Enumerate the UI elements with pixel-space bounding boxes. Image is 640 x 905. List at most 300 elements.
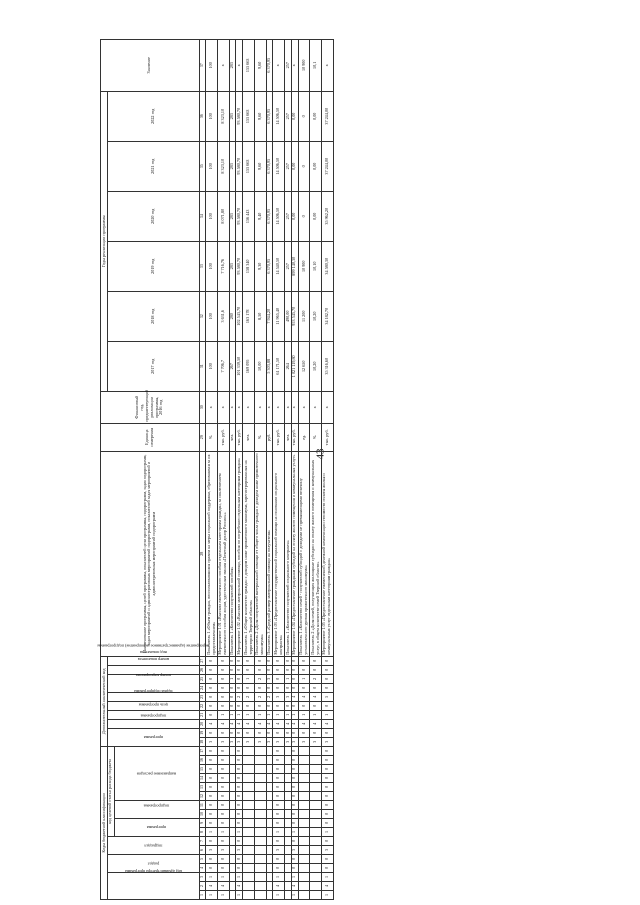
year-2018-header: 2018 год — [107, 291, 199, 341]
code-digit — [285, 765, 292, 774]
code-digit: 0 — [291, 701, 298, 710]
code-digit: 0 — [254, 728, 266, 737]
code-digit: 0 — [291, 665, 298, 674]
code-digit — [298, 801, 310, 810]
code-digit: 4 — [321, 882, 333, 891]
column-number: 33 — [199, 241, 206, 291]
code-digit — [285, 855, 292, 864]
code-digit: 0 — [217, 855, 229, 864]
code-digit: 1 — [236, 710, 243, 719]
row-unit: чел. — [243, 423, 255, 451]
code-digit: 1 — [217, 891, 229, 900]
code-digit: 3 — [206, 846, 218, 855]
code-digit: 2 — [243, 692, 255, 701]
column-number: 18 — [199, 737, 206, 746]
code-digit: 1 — [298, 710, 310, 719]
row-year-value: 11 200 — [298, 291, 310, 341]
code-digit: 0 — [217, 864, 229, 873]
code-digit — [254, 801, 266, 810]
column-number: 13 — [199, 783, 206, 792]
column-number: 31 — [199, 341, 206, 391]
code-digit: 0 — [243, 728, 255, 737]
code-digit: 0 — [206, 701, 218, 710]
code-digit: 0 — [206, 819, 218, 828]
code-digit: 0 — [291, 837, 298, 846]
code-digit: 3 — [243, 737, 255, 746]
code-digit: 3 — [266, 674, 273, 683]
row-target: 6 370,95 — [266, 39, 273, 91]
year-2020-header: 2020 год — [107, 191, 199, 241]
code-digit — [285, 756, 292, 765]
row-year-value: 0 — [298, 141, 310, 191]
column-number: 3 — [199, 873, 206, 882]
code-digit: 4 — [266, 719, 273, 728]
code-digit: 0 — [206, 801, 218, 810]
column-number: 34 — [199, 191, 206, 241]
row-base-year: х — [285, 391, 292, 423]
code-digit: 0 — [321, 783, 333, 792]
code-digit: 0 — [206, 674, 218, 683]
column-number: 12 — [199, 792, 206, 801]
code-digit — [243, 746, 255, 755]
code-digit: 0 — [291, 792, 298, 801]
code-digit — [298, 837, 310, 846]
code-digit — [243, 873, 255, 882]
row-name: Мероприятие 1.04 «Предоставление гражданам субсидий на оплату жилого помещения и коммунальных услуг» — [291, 451, 298, 656]
column-number: 17 — [199, 746, 206, 755]
row-year-value: 6 370,95 — [266, 241, 273, 291]
code-digit — [266, 792, 273, 801]
code-digit: 0 — [310, 665, 322, 674]
code-digit: 0 — [310, 683, 322, 692]
row-year-value: 93 580,70 — [236, 91, 243, 141]
code-digit — [298, 756, 310, 765]
row-year-value: 11 965,40 — [273, 291, 285, 341]
row-year-value: 93 580,70 — [236, 141, 243, 191]
code-digit: 3 — [206, 737, 218, 746]
code-digit — [266, 855, 273, 864]
code-digit: 5 — [321, 692, 333, 701]
row-target: х — [321, 39, 333, 91]
row-target: 100 — [206, 39, 218, 91]
code-digit: 0 — [273, 728, 285, 737]
code-digit — [243, 846, 255, 855]
row-base-year: х — [206, 391, 218, 423]
code-digit — [254, 819, 266, 828]
code-digit: 0 — [229, 656, 236, 665]
code-digit: 0 — [254, 701, 266, 710]
code-digit: 0 — [254, 665, 266, 674]
column-number: 8 — [199, 828, 206, 837]
code-digit: 1 — [217, 873, 229, 882]
code-digit — [229, 783, 236, 792]
code-digit: 0 — [321, 665, 333, 674]
code-digit — [310, 864, 322, 873]
code-digit: 3 — [298, 737, 310, 746]
code-digit: 0 — [321, 701, 333, 710]
code-digit — [285, 810, 292, 819]
code-digit: 0 — [321, 864, 333, 873]
code-digit: 2 — [266, 692, 273, 701]
code-digit: 0 — [206, 728, 218, 737]
code-digit — [254, 882, 266, 891]
code-digit: 3 — [310, 737, 322, 746]
row-target: 257 — [285, 39, 292, 91]
target-item-header: код целевой статьи расхода бюджета — [107, 746, 114, 836]
code-digit: 0 — [206, 855, 218, 864]
row-unit: % — [206, 423, 218, 451]
code-digit: 0 — [206, 665, 218, 674]
code-digit: 1 — [206, 828, 218, 837]
row-year-value: 8 323,10 — [217, 91, 229, 141]
activity-no-header: номер мероприятия — [107, 674, 199, 692]
code-digit: 0 — [310, 701, 322, 710]
code-digit: 0 — [310, 656, 322, 665]
row-year-value: 93 580,70 — [236, 241, 243, 291]
code-digit: 0 — [291, 810, 298, 819]
code-digit: 3 — [285, 692, 292, 701]
table-row — [229, 39, 236, 899]
column-number-row — [199, 39, 206, 899]
row-year-value: 14 506,50 — [273, 191, 285, 241]
code-digit: 0 — [206, 710, 218, 719]
code-digit — [229, 891, 236, 900]
code-digit — [229, 746, 236, 755]
row-year-value: 5 303,88 — [266, 341, 273, 391]
code-digit: 0 — [285, 728, 292, 737]
column-number: 7 — [199, 837, 206, 846]
code-digit: 0 — [243, 683, 255, 692]
row-year-value: 10,20 — [310, 291, 322, 341]
name-col-header: Наименование программы, целей программы, показателей цели программы, подпрограмм, задач подпрограмм, задач мероприятий и административных мероприятий подпрограмм, показателей задач мероприятий и административных мероприятий подпрограмм — [101, 451, 200, 656]
code-digit: 1 — [273, 873, 285, 882]
code-digit: 0 — [298, 728, 310, 737]
code-digit — [310, 819, 322, 828]
section-header: раздел — [107, 855, 199, 873]
row-year-value: 100 — [206, 341, 218, 391]
row-year-value: 155 663 — [243, 141, 255, 191]
code-digit: 0 — [217, 656, 229, 665]
code-digit: 1 — [217, 828, 229, 837]
code-digit — [243, 765, 255, 774]
row-year-value: 0,00 — [291, 91, 298, 141]
column-number: 15 — [199, 765, 206, 774]
row-year-value: 10,10 — [310, 241, 322, 291]
code-digit — [229, 873, 236, 882]
code-digit: 0 — [217, 819, 229, 828]
code-digit: 0 — [273, 656, 285, 665]
code-digit: 4 — [310, 692, 322, 701]
row-year-value: 9,40 — [254, 191, 266, 241]
code-digit: 0 — [236, 765, 243, 774]
code-digit: 0 — [217, 756, 229, 765]
row-year-value: 14 540,50 — [273, 241, 285, 291]
code-digit: 1 — [291, 891, 298, 900]
code-digit: 0 — [217, 783, 229, 792]
year-2021-header: 2021 год — [107, 141, 199, 191]
code-digit: 0 — [229, 701, 236, 710]
code-digit — [254, 756, 266, 765]
code-digit: 0 — [321, 728, 333, 737]
row-year-value: 0,00 — [310, 91, 322, 141]
code-digit — [285, 873, 292, 882]
unit-col-header: Единица измерения — [101, 423, 200, 451]
code-digit: 0 — [273, 665, 285, 674]
code-digit: 1 — [291, 710, 298, 719]
admin-code-header: код администратора программы — [107, 873, 199, 900]
code-digit — [243, 882, 255, 891]
code-digit: 0 — [254, 683, 266, 692]
row-base-year: х — [291, 391, 298, 423]
code-digit: 0 — [291, 855, 298, 864]
code-digit — [285, 828, 292, 837]
row-year-value: 155 663 — [243, 91, 255, 141]
code-digit: 4 — [243, 719, 255, 728]
column-number: 16 — [199, 756, 206, 765]
code-digit: 1 — [206, 891, 218, 900]
row-year-value: 9,60 — [254, 91, 266, 141]
row-year-value: 100 — [206, 291, 218, 341]
row-year-value: 100 — [206, 141, 218, 191]
code-digit: 0 — [285, 656, 292, 665]
code-digit: 0 — [236, 855, 243, 864]
activity-header: мероприятие (административное мероприятие) подпрограммы — [107, 692, 199, 701]
column-number: 10 — [199, 810, 206, 819]
table-row — [266, 39, 273, 899]
code-digit: 0 — [273, 756, 285, 765]
table-row — [291, 39, 298, 899]
row-base-year: х — [254, 391, 266, 423]
subprogram-code-header: подпрограмма — [114, 801, 199, 819]
code-digit — [298, 855, 310, 864]
code-digit: 3 — [236, 737, 243, 746]
row-name: Показатель 3 «Средний размер материальной помощи на получателя» — [266, 451, 273, 656]
code-digit: 0 — [206, 783, 218, 792]
row-base-year: х — [217, 391, 229, 423]
row-target: х — [273, 39, 285, 91]
row-target: 155 663 — [243, 39, 255, 91]
code-digit — [266, 756, 273, 765]
code-digit: 0 — [273, 774, 285, 783]
task-header: задача подпрограммы — [107, 701, 199, 710]
code-digit: 1 — [273, 891, 285, 900]
code-digit — [285, 746, 292, 755]
code-digit — [285, 882, 292, 891]
code-digit: 1 — [291, 828, 298, 837]
code-digit — [229, 864, 236, 873]
row-year-value: 0,00 — [291, 141, 298, 191]
row-year-value: 6 370,95 — [266, 91, 273, 141]
table-row — [321, 39, 333, 899]
row-year-value: 12 650 — [298, 341, 310, 391]
column-number: 2 — [199, 882, 206, 891]
code-digit — [266, 882, 273, 891]
table-row — [254, 39, 266, 899]
row-year-value: 14 506,50 — [273, 91, 285, 141]
code-digit: 0 — [291, 783, 298, 792]
code-digit — [285, 774, 292, 783]
code-digit: 3 — [236, 846, 243, 855]
row-name: Показатель 1 «Общее количество граждан с доходом ниже прожиточного минимума, зарегистрированных на территории Тверской области» — [243, 451, 255, 656]
column-number: 35 — [199, 141, 206, 191]
row-unit: тыс. руб. — [273, 423, 285, 451]
code-digit: 1 — [321, 873, 333, 882]
code-digit — [310, 837, 322, 846]
code-digit — [243, 774, 255, 783]
years-col-header: Годы реализации программы — [101, 91, 108, 391]
code-digit — [243, 891, 255, 900]
code-digit — [254, 846, 266, 855]
row-year-value: 8 071,80 — [217, 191, 229, 241]
row-year-value: 37 244,00 — [321, 91, 333, 141]
code-digit: 1 — [206, 873, 218, 882]
code-digit — [298, 774, 310, 783]
code-digit: 0 — [273, 864, 285, 873]
code-digit — [266, 864, 273, 873]
code-digit — [266, 783, 273, 792]
code-digit — [266, 810, 273, 819]
code-digit: 0 — [321, 765, 333, 774]
row-year-value: 490,00 — [285, 291, 292, 341]
code-digit: 0 — [321, 801, 333, 810]
row-year-value: 35 962,20 — [321, 191, 333, 241]
row-year-value: 6 370,95 — [266, 191, 273, 241]
code-digit: 4 — [206, 882, 218, 891]
code-digit: 0 — [285, 683, 292, 692]
code-digit — [298, 783, 310, 792]
row-year-value: 100 — [206, 241, 218, 291]
code-digit: 1 — [291, 873, 298, 882]
column-number: 32 — [199, 291, 206, 341]
code-digit: 0 — [206, 746, 218, 755]
row-year-value: 257 — [285, 91, 292, 141]
code-digit — [266, 837, 273, 846]
code-digit — [266, 891, 273, 900]
code-digit — [310, 873, 322, 882]
row-year-value: 34 580,30 — [321, 241, 333, 291]
code-digit — [266, 774, 273, 783]
code-digit — [243, 792, 255, 801]
row-year-value: 6 370,95 — [266, 141, 273, 191]
column-number: 6 — [199, 846, 206, 855]
fin-year-col-header: Финансовый год, предшествующий реализации программы, 2016 год — [101, 391, 200, 423]
row-year-value: 0,00 — [310, 191, 322, 241]
code-digit: 4 — [273, 719, 285, 728]
code-digit: 0 — [236, 665, 243, 674]
code-digit: 0 — [217, 774, 229, 783]
column-number: 24 — [199, 683, 206, 692]
code-digit — [266, 846, 273, 855]
column-number: 28 — [199, 451, 206, 656]
code-digit: 0 — [206, 765, 218, 774]
column-number: 27 — [199, 656, 206, 665]
code-digit: 0 — [273, 701, 285, 710]
code-digit — [229, 765, 236, 774]
row-year-value: 7 716,76 — [217, 241, 229, 291]
direction-header: направление расходов — [114, 746, 199, 800]
code-digit: 0 — [236, 792, 243, 801]
code-digit — [254, 783, 266, 792]
code-digit: 0 — [217, 837, 229, 846]
column-number: 14 — [199, 774, 206, 783]
code-digit: 0 — [266, 728, 273, 737]
row-year-value: 264 — [285, 341, 292, 391]
code-digit: 0 — [291, 674, 298, 683]
code-digit: 0 — [321, 855, 333, 864]
code-digit: 0 — [206, 864, 218, 873]
code-digit — [285, 783, 292, 792]
code-digit — [266, 801, 273, 810]
subprogram-header: подпрограмма — [107, 719, 199, 728]
code-digit: 0 — [266, 701, 273, 710]
row-year-value: 9,30 — [254, 241, 266, 291]
row-base-year: х — [273, 391, 285, 423]
code-digit — [254, 855, 266, 864]
year-2017-header: 2017 год — [107, 341, 199, 391]
code-digit — [310, 746, 322, 755]
code-digit: 4 — [291, 719, 298, 728]
code-digit — [298, 765, 310, 774]
code-digit — [298, 810, 310, 819]
row-target: 9,60 — [254, 39, 266, 91]
budget-table-sheet — [97, 40, 625, 900]
column-number: 9 — [199, 819, 206, 828]
code-digit: 0 — [206, 683, 218, 692]
code-digit: 0 — [236, 656, 243, 665]
row-year-value: 158 340 — [243, 241, 255, 291]
code-digit — [243, 819, 255, 828]
code-digit: 4 — [291, 882, 298, 891]
row-unit: чел. — [229, 423, 236, 451]
code-digit: 3 — [291, 737, 298, 746]
row-year-value: 8 323,10 — [217, 141, 229, 191]
code-digit: 0 — [217, 792, 229, 801]
code-digit: 0 — [236, 810, 243, 819]
row-name: Показатель 2 «Доля получателей материальной помощи от общего числа граждан с доходом ниже прожиточного минимума» — [254, 451, 266, 656]
code-digit: 4 — [298, 692, 310, 701]
code-digit: 0 — [321, 674, 333, 683]
code-digit: 0 — [273, 683, 285, 692]
code-digit: 4 — [298, 719, 310, 728]
code-digit: 0 — [291, 765, 298, 774]
code-digit: 1 — [273, 710, 285, 719]
code-digit: 0 — [236, 864, 243, 873]
row-year-value: 156 443 — [243, 191, 255, 241]
code-digit: 0 — [321, 792, 333, 801]
row-year-value: 163 178 — [243, 291, 255, 341]
code-digit: 0 — [229, 692, 236, 701]
code-digit — [243, 801, 255, 810]
column-number: 30 — [199, 391, 206, 423]
code-digit: 0 — [206, 810, 218, 819]
code-digit: 1 — [298, 674, 310, 683]
code-digit — [298, 746, 310, 755]
row-year-value: 7 706,7 — [217, 341, 229, 391]
row-year-value: 37 244,00 — [321, 141, 333, 191]
code-digit: 3 — [217, 846, 229, 855]
code-digit: 1 — [273, 828, 285, 837]
code-digit — [229, 837, 236, 846]
code-digit: 1 — [236, 828, 243, 837]
code-digit — [266, 819, 273, 828]
code-digit: 1 — [285, 674, 292, 683]
indicator-type-header: вид показателя — [107, 656, 199, 665]
row-year-value: 0,00 — [291, 191, 298, 241]
code-digit — [298, 864, 310, 873]
code-digit: 1 — [285, 710, 292, 719]
code-digit: 1 — [321, 828, 333, 837]
row-unit: тыс. руб. — [291, 423, 298, 451]
